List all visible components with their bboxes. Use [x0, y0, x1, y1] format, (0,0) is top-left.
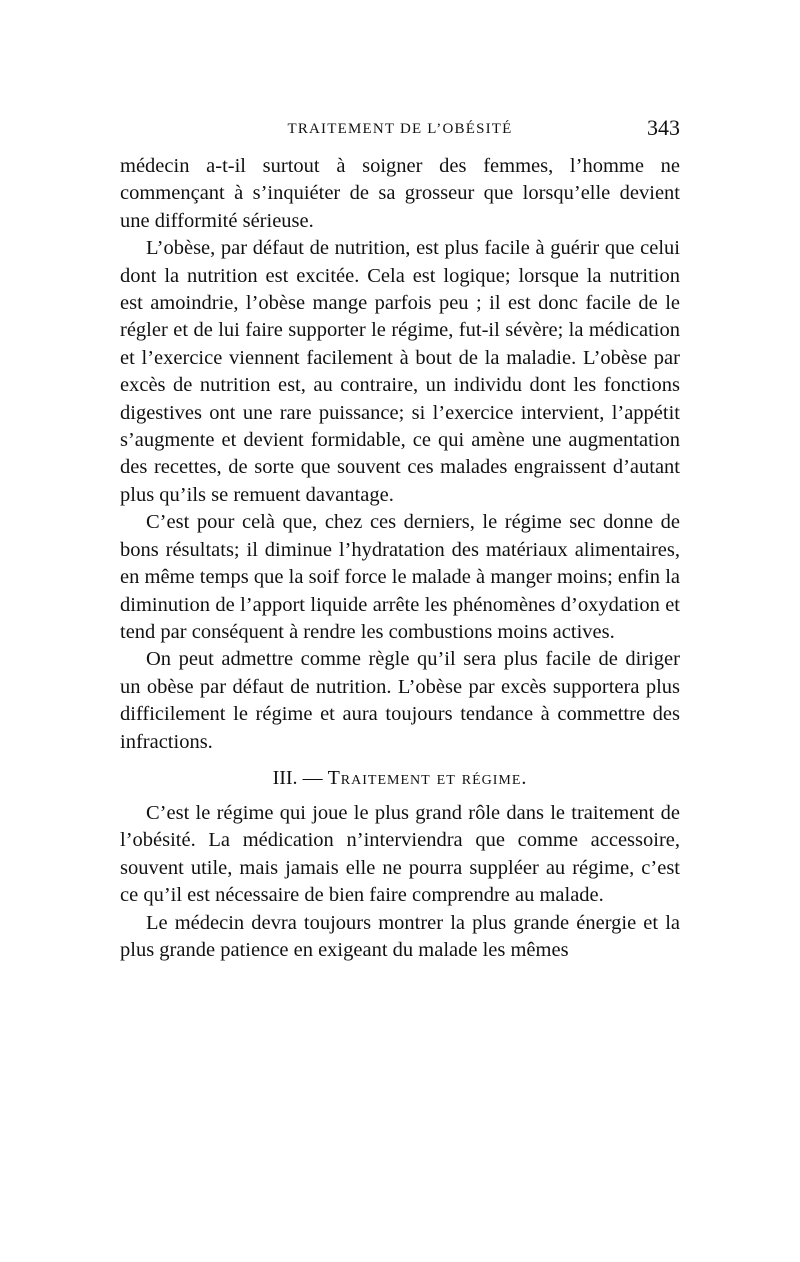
book-page	[120, 115, 680, 964]
section-dash: —	[302, 766, 323, 789]
paragraph-3: C’est pour celà que, chez ces derniers, le régime sec donne de bons résultats; il diminue l’hydratation des matériaux alimentaires, en même temps que la soif force le malade à manger moins; enfin la diminution de l’apport liquide arrête les phénomènes d’oxydation et tend par conséquent à rendre les combustions moins actives.	[120, 511, 680, 643]
paragraph-5: C’est le régime qui joue le plus grand rôle dans le traitement de l’obésité. La médication n’interviendra que comme accessoire, souvent utile, mais jamais elle ne pourra suppléer au régime, c’est ce qu’il est nécessaire de bien faire comprendre au malade.	[120, 801, 680, 907]
paragraph-1: médecin a-t-il surtout à soigner des femmes, l’homme ne commençant à s’inquiéter de sa grosseur que lorsqu’elle devient une difformité sérieuse.	[120, 155, 680, 232]
section-heading	[120, 765, 680, 792]
running-head	[120, 115, 680, 145]
page-number: 343	[647, 115, 680, 140]
paragraph-4: On peut admettre comme règle qu’il sera plus facile de diriger un obèse par défaut de nutrition. L’obèse par excès supportera plus difficilement le régime et aura toujours tendance à commettre des infractions.	[120, 648, 680, 753]
paragraph-6: Le médecin devra toujours montrer la plus grande énergie et la plus grande patience en exigeant du malade les mêmes	[120, 911, 680, 961]
running-title: TRAITEMENT DE L’OBÉSITÉ	[287, 121, 513, 137]
section-title: Traitement et régime.	[327, 766, 528, 789]
section-numeral: III.	[272, 766, 298, 789]
paragraph-2: L’obèse, par défaut de nutrition, est plus facile à guérir que celui dont la nutrition est excitée. Cela est logique; lorsque la nutrition est amoindrie, l’obèse mange parfois peu ; il est donc facile de le régler et de lui faire supporter le régime, fut-il sévère; la médication et l’exercice viennent facilement à bout de la maladie. L’obèse par excès de nutrition est, au contraire, un individu dont les fonctions digestives ont une rare puissance; si l’exercice intervient, l’appétit s’augmente et devient formidable, ce qui amène une augmentation des recettes, de sorte que souvent ces malades engraissent d’autant plus qu’ils se remuent davantage.	[120, 237, 680, 506]
body-text	[120, 153, 680, 964]
